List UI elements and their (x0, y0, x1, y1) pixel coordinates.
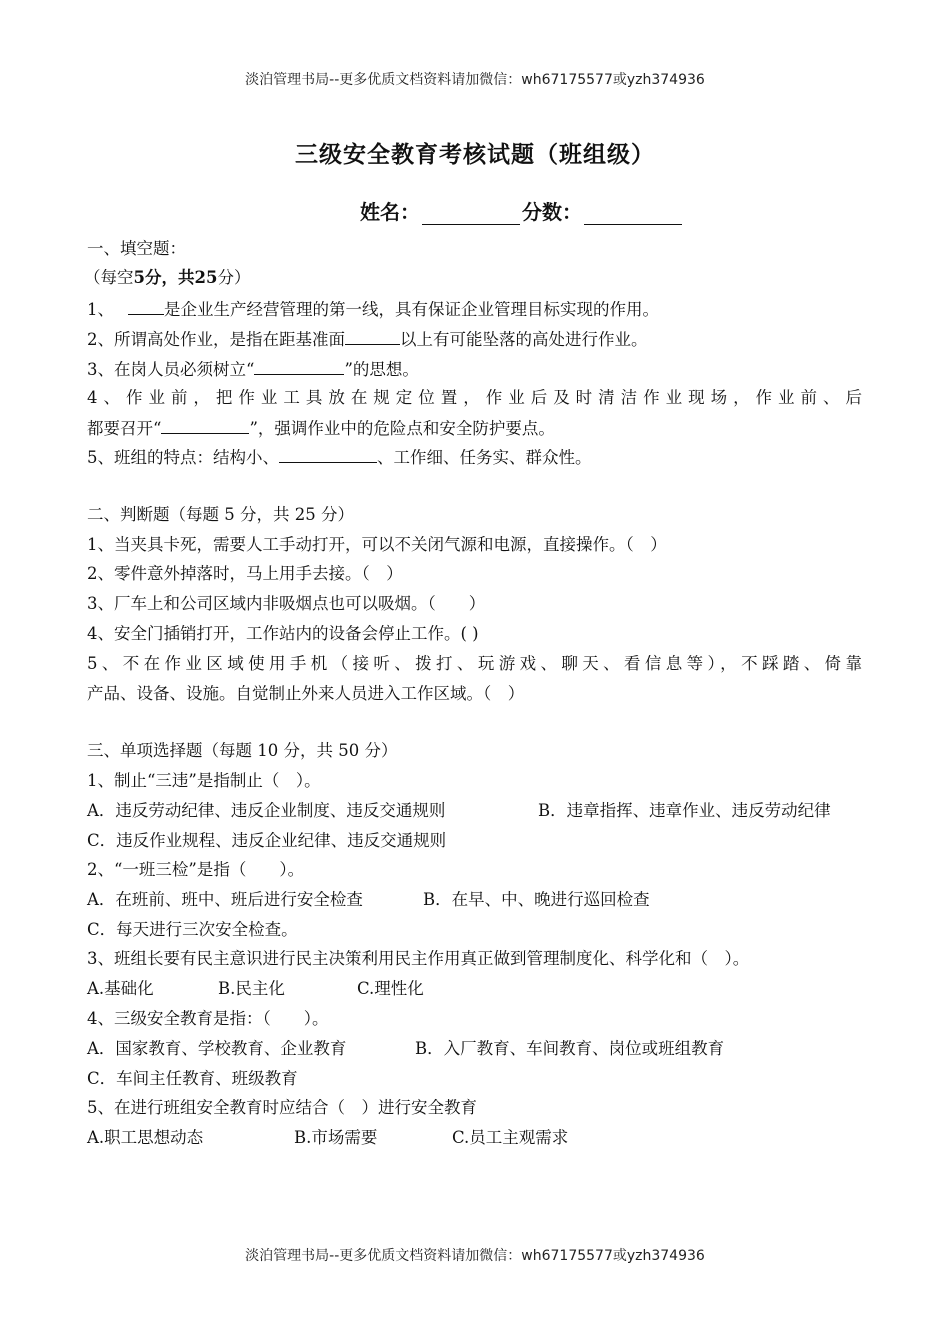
name-score-line (360, 196, 684, 225)
score-note-open: （每空 (84, 268, 134, 287)
score-note-num1: 5 (133, 268, 145, 287)
answer-blank[interactable] (279, 445, 377, 463)
fill-question-4-line2 (87, 416, 555, 440)
score-note-close: 分） (217, 268, 251, 287)
score-label: 分数： (522, 200, 582, 224)
question-text: 2、所谓高处作业，是指在距基准面 (87, 330, 345, 349)
score-note-mid: 分，共 (144, 268, 195, 287)
score-blank[interactable] (584, 204, 682, 225)
choice-q1-option-b: B．违章指挥、违章作业、违反劳动纪律 (538, 801, 831, 820)
choice-q2-option-a: A．在班前、班中、班后进行安全检查 (87, 890, 363, 909)
choice-q5-option-c: C.员工主观需求 (452, 1128, 569, 1147)
choice-question-3: 3、班组长要有民主意识进行民主决策利用民主作用真正做到管理制度化、科学化和（ ）。 (87, 949, 750, 968)
answer-blank[interactable] (128, 297, 164, 315)
fill-question-3 (87, 357, 419, 381)
question-text: 是企业生产经营管理的第一线，具有保证企业管理目标实现的作用。 (164, 300, 659, 319)
choice-q4-option-c: C．车间主任教育、班级教育 (87, 1069, 298, 1088)
choice-question-4: 4、三级安全教育是指：（ ）。 (87, 1009, 329, 1028)
choice-question-5: 5、在进行班组安全教育时应结合（ ）进行安全教育 (87, 1098, 477, 1117)
choice-question-1: 1、制止“三违”是指制止（ ）。 (87, 771, 321, 790)
choice-q5-option-a: A.职工思想动态 (87, 1128, 204, 1147)
question-number: 1、 (87, 300, 114, 319)
section1-score-note (84, 267, 250, 289)
name-blank[interactable] (422, 204, 520, 225)
section3-heading: 三、单项选择题（每题 10 分，共 50 分） (87, 741, 398, 760)
answer-blank[interactable] (254, 357, 344, 375)
question-text: ”，强调作业中的危险点和安全防护要点。 (249, 419, 555, 438)
choice-q1-option-c: C．违反作业规程、违反企业纪律、违反交通规则 (87, 831, 447, 850)
fill-question-5 (87, 445, 592, 469)
question-text: 以上有可能坠落的高处进行作业。 (400, 330, 648, 349)
choice-q3-option-c: C.理性化 (357, 979, 424, 998)
choice-q3-option-a: A.基础化 (87, 979, 154, 998)
section1-heading: 一、填空题： (87, 239, 186, 258)
page-header: 淡泊管理书局--更多优质文档资料请加微信：wh67175577或yzh374936 (245, 72, 705, 88)
choice-q2-option-c: C．每天进行三次安全检查。 (87, 920, 298, 939)
judge-question-5-line1: 5、不在作业区域使用手机（接听、拨打、玩游戏、聊天、看信息等），不踩踏、倚靠 (87, 654, 863, 673)
answer-blank[interactable] (161, 416, 249, 434)
choice-q3-option-b: B.民主化 (218, 979, 285, 998)
question-text: 都要召开“ (87, 419, 162, 438)
question-text: 5、班组的特点：结构小、 (87, 448, 279, 467)
answer-blank[interactable] (345, 327, 400, 345)
choice-q2-option-b: B．在早、中、晚进行巡回检查 (423, 890, 650, 909)
fill-question-2 (87, 327, 648, 351)
judge-question-3: 3、厂车上和公司区域内非吸烟点也可以吸烟。（ ） (87, 594, 486, 613)
page-footer: 淡泊管理书局--更多优质文档资料请加微信：wh67175577或yzh374936 (245, 1248, 705, 1264)
fill-question-1 (87, 297, 659, 321)
page-title: 三级安全教育考核试题（班组级） (295, 142, 655, 168)
section2-heading: 二、判断题（每题 5 分，共 25 分） (87, 505, 354, 524)
judge-question-2: 2、零件意外掉落时，马上用手去接。（ ） (87, 564, 403, 583)
judge-question-1: 1、当夹具卡死，需要人工手动打开，可以不关闭气源和电源，直接操作。（ ） (87, 535, 667, 554)
question-text: 、工作细、任务实、群众性。 (377, 448, 592, 467)
choice-question-2: 2、“一班三检”是指（ ）。 (87, 860, 305, 879)
choice-q4-option-b: B．入厂教育、车间教育、岗位或班组教育 (415, 1039, 725, 1058)
choice-q4-option-a: A．国家教育、学校教育、企业教育 (87, 1039, 347, 1058)
judge-question-4: 4、安全门插销打开，工作站内的设备会停止工作。( ) (87, 624, 479, 643)
question-text: ”的思想。 (344, 360, 419, 379)
question-text: 3、在岗人员必须树立“ (87, 360, 255, 379)
score-note-num2: 25 (194, 268, 218, 287)
name-label: 姓名： (360, 200, 420, 224)
judge-question-5-line2: 产品、设备、设施。自觉制止外来人员进入工作区域。（ ） (87, 684, 525, 703)
choice-q1-option-a: A．违反劳动纪律、违反企业制度、违反交通规则 (87, 801, 446, 820)
choice-q5-option-b: B.市场需要 (294, 1128, 378, 1147)
fill-question-4-line1: 4、作业前，把作业工具放在规定位置，作业后及时清洁作业现场，作业前、后 (87, 388, 863, 407)
